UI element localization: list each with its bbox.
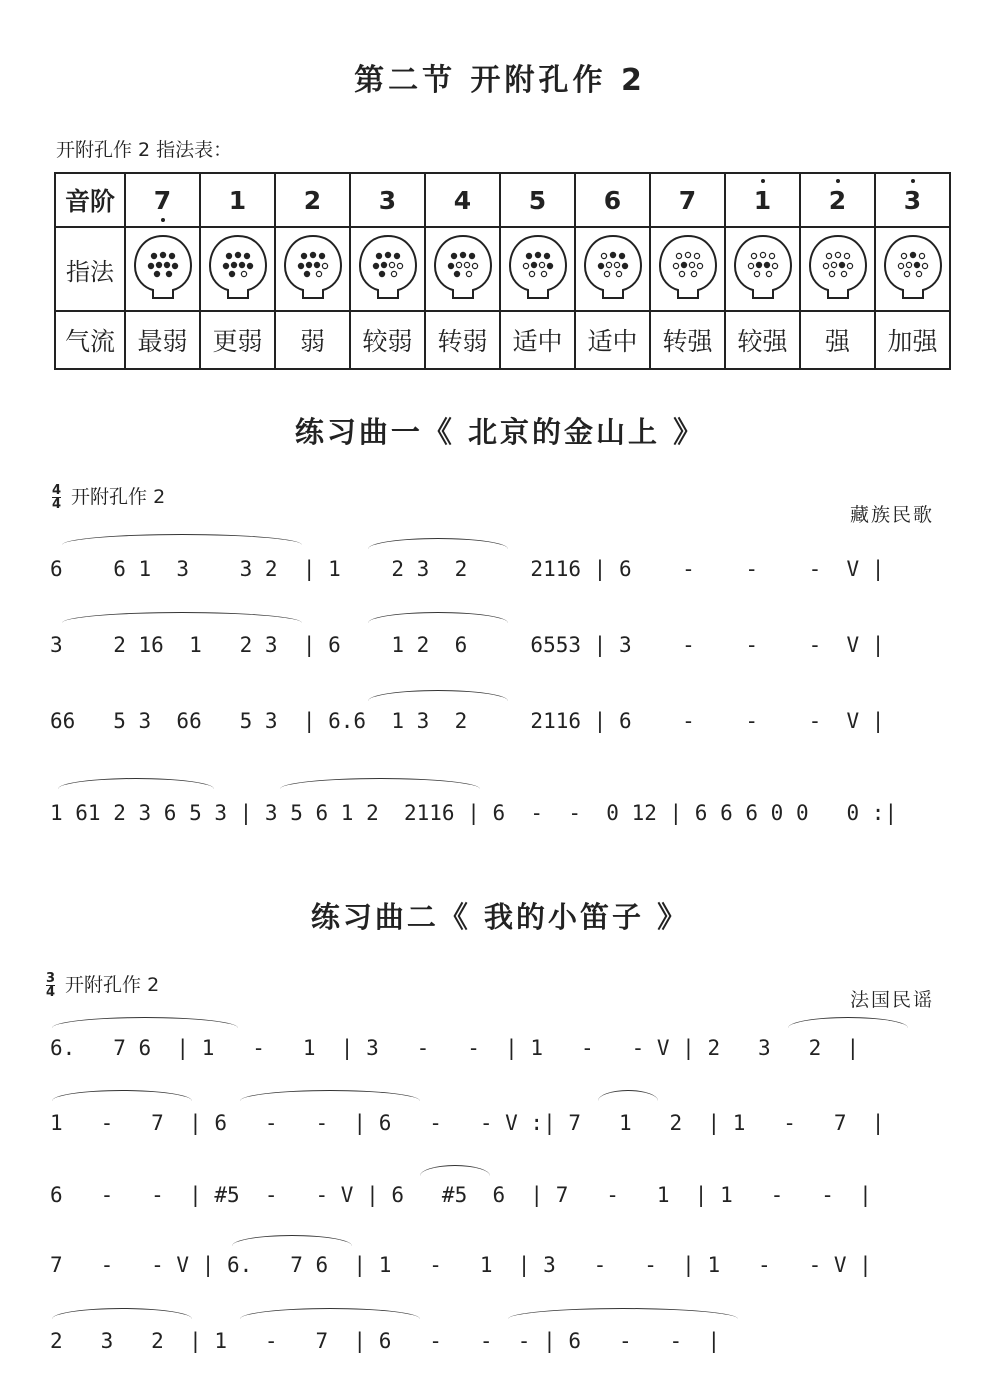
song1-line-1: 6 6 1 3 3 2 | 1 2 3 2 2116 | 6 - - - V | (50, 557, 885, 581)
ocarina-fingering-icon (431, 230, 495, 304)
airflow-cell: 转弱 (425, 311, 500, 369)
ocarina-fingering-icon (281, 230, 345, 304)
airflow-cell: 较弱 (350, 311, 425, 369)
ocarina-fingering-icon (656, 230, 720, 304)
scale-note: 4 (453, 185, 472, 215)
slur (508, 1308, 738, 1319)
ocarina-fingering-icon (731, 230, 795, 304)
ocarina-fingering-icon (881, 230, 945, 304)
airflow-cell: 弱 (275, 311, 350, 369)
scale-note: 2 (828, 185, 847, 215)
slur (52, 1017, 238, 1028)
scale-note: 3 (903, 185, 922, 215)
song2-line-2: 1 - 7 | 6 - - | 6 - - V :| 7 1 2 | 1 - 7 | (50, 1111, 885, 1135)
slur (788, 1017, 908, 1028)
slur (368, 538, 508, 549)
slur (598, 1090, 658, 1101)
slur (232, 1235, 352, 1246)
song2-fingering-label: 开附孔作 2 (65, 974, 160, 996)
song1-meta (52, 482, 165, 511)
scale-note: 1 (753, 185, 772, 215)
song2-origin: 法国民谣 (849, 989, 934, 1011)
song1-origin: 藏族民歌 (849, 504, 934, 526)
scale-note: 7 (153, 185, 172, 215)
song2-line-1: 6. 7 6 | 1 - 1 | 3 - - | 1 - - V | 2 3 2 | (50, 1036, 860, 1060)
song2-line-3: 6 - - | #5 - - V | 6 #5 6 | 7 - 1 | 1 - - | (50, 1183, 872, 1207)
fingering-table (54, 172, 951, 370)
airflow-cell: 加强 (875, 311, 950, 369)
airflow-cell: 适中 (575, 311, 650, 369)
slur (52, 1308, 192, 1319)
song1-line-4: 1 61 2 3 6 5 3 | 3 5 6 1 2 2116 | 6 - - 0 12 | 6 6 6 0 0 0 :| (50, 801, 898, 825)
ocarina-fingering-icon (581, 230, 645, 304)
airflow-row (55, 311, 950, 369)
song1-fingering-label: 开附孔作 2 (71, 486, 166, 508)
ocarina-fingering-icon (356, 230, 420, 304)
slur (240, 1090, 420, 1101)
ocarina-fingering-icon (131, 230, 195, 304)
scale-row (55, 173, 950, 227)
song1-line-3: 66 5 3 66 5 3 | 6.6 1 3 2 2116 | 6 - - - V | (50, 709, 885, 733)
scale-note: 1 (228, 185, 247, 215)
table-caption: 开附孔作 2 指法表： (56, 139, 233, 161)
slur (62, 612, 302, 623)
row-header-airflow: 气流 (55, 311, 125, 369)
airflow-cell: 适中 (500, 311, 575, 369)
row-header-scale: 音阶 (55, 173, 125, 227)
song1-line-2: 3 2 16 1 2 3 | 6 1 2 6 6553 | 3 - - - V | (50, 633, 885, 657)
scale-note: 2 (303, 185, 322, 215)
song2-title: 练习曲二《 我的小笛子 》 (310, 900, 690, 934)
song2-line-5: 2 3 2 | 1 - 7 | 6 - - - | 6 - - | (50, 1329, 721, 1353)
airflow-cell: 更弱 (200, 311, 275, 369)
ocarina-fingering-icon (806, 230, 870, 304)
airflow-cell: 较强 (725, 311, 800, 369)
song2-meta (46, 970, 159, 999)
slur (420, 1165, 490, 1176)
slur (62, 534, 302, 545)
airflow-cell: 最弱 (125, 311, 200, 369)
ocarina-fingering-icon (206, 230, 270, 304)
scale-note: 6 (603, 185, 622, 215)
slur (368, 690, 508, 701)
scale-note: 5 (528, 185, 547, 215)
slur (52, 1090, 192, 1101)
slur (58, 778, 214, 789)
ocarina-fingering-icon (506, 230, 570, 304)
song2-time-signature: $\frac{3}{4}$ (46, 971, 56, 1000)
slur (368, 612, 508, 623)
airflow-cell: 转强 (650, 311, 725, 369)
slur (280, 778, 480, 789)
airflow-cell: 强 (800, 311, 875, 369)
slur (240, 1308, 420, 1319)
section-title: 第二节 开附孔作 2 (354, 63, 646, 98)
scale-note: 3 (378, 185, 397, 215)
fingering-row (55, 227, 950, 311)
song1-title: 练习曲一《 北京的金山上 》 (294, 415, 706, 449)
scale-note: 7 (678, 185, 697, 215)
song2-line-4: 7 - - V | 6. 7 6 | 1 - 1 | 3 - - | 1 - - V | (50, 1253, 872, 1277)
song1-time-signature: $\frac{4}{4}$ (52, 483, 62, 512)
row-header-fingering: 指法 (55, 227, 125, 311)
